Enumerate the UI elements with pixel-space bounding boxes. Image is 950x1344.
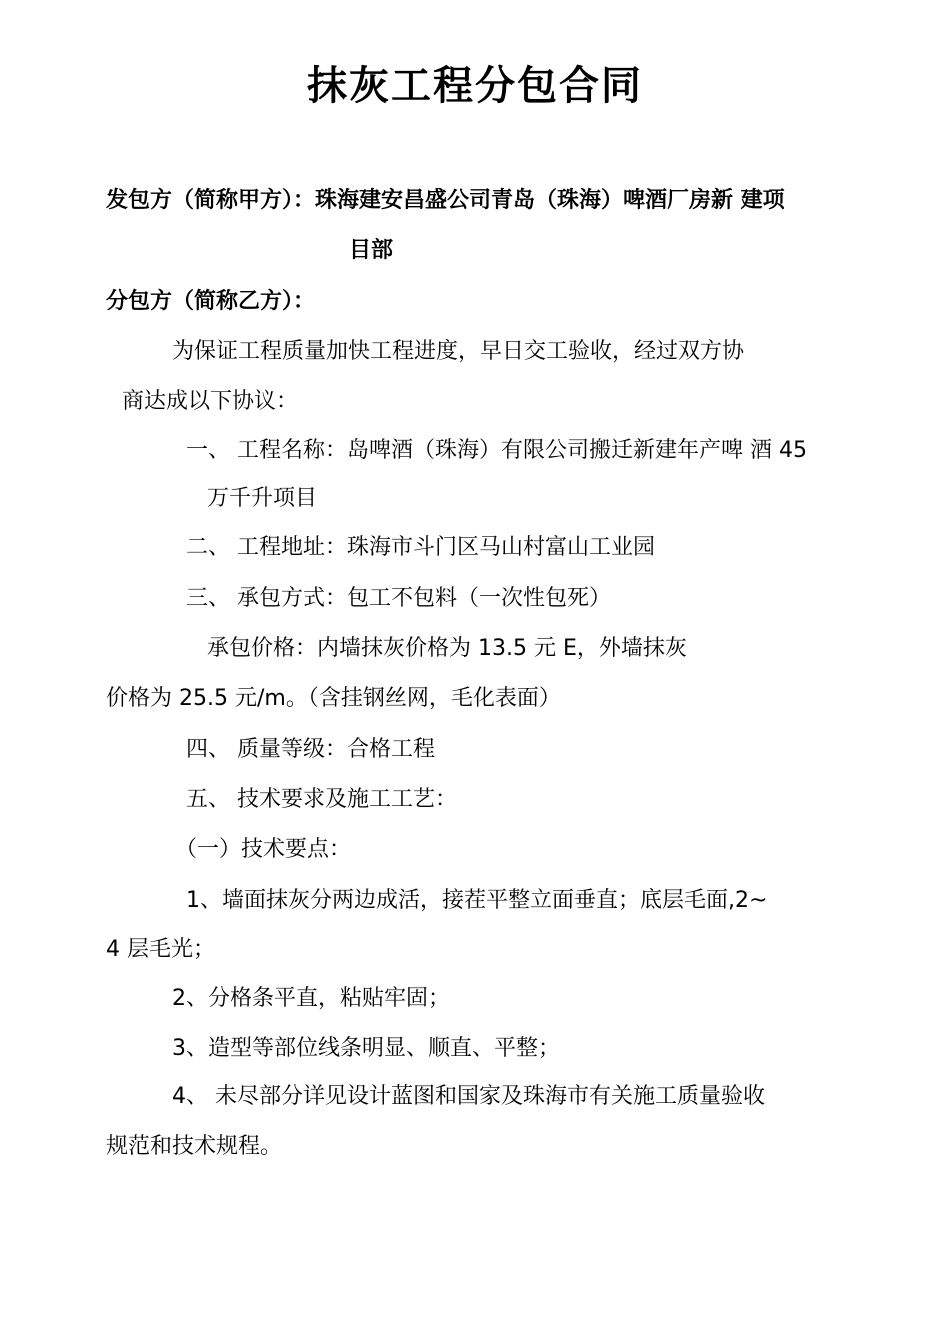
point-2-line: 2、分格条平直，粘贴牢固； bbox=[172, 986, 450, 1011]
sub-section-1: （一）技术要点： bbox=[175, 837, 352, 862]
price-line-1: 承包价格：内墙抹灰价格为 13.5 元 E，外墙抹灰 bbox=[207, 636, 687, 661]
point-1-line-1: 1、墙面抹灰分两边成活，接茬平整立面垂直；底层毛面,2~ bbox=[186, 888, 768, 913]
party-a-line-2: 目部 bbox=[349, 238, 394, 263]
point-1-line-2: 4 层毛光； bbox=[106, 937, 215, 962]
party-b-line: 分包方（简称乙方）： bbox=[106, 289, 316, 314]
item-3-line: 三、 承包方式：包工不包料（一次性包死） bbox=[186, 586, 611, 611]
item-1-line-2: 万千升项目 bbox=[207, 486, 318, 511]
item-5-line: 五、 技术要求及施工工艺： bbox=[186, 787, 457, 812]
point-3-line: 3、造型等部位线条明显、顺直、平整； bbox=[172, 1036, 560, 1061]
point-4-line-2: 规范和技术规程。 bbox=[106, 1134, 283, 1159]
item-4-line: 四、 质量等级：合格工程 bbox=[186, 737, 435, 762]
item-1-line-1: 一、 工程名称：岛啤酒（珠海）有限公司搬迁新建年产啤 酒 45 bbox=[186, 438, 807, 463]
intro-line-2: 商达成以下协议： bbox=[122, 389, 299, 414]
intro-line-1: 为保证工程质量加快工程进度，早日交工验收，经过双方协 bbox=[172, 339, 745, 364]
party-a-line-1: 发包方（简称甲方）：珠海建安昌盛公司青岛（珠海）啤酒厂房新 建项 bbox=[106, 188, 785, 213]
price-line-2: 价格为 25.5 元/m。（含挂钢丝网，毛化表面） bbox=[106, 686, 561, 711]
point-4-line-1: 4、 未尽部分详见设计蓝图和国家及珠海市有关施工质量验收 bbox=[172, 1084, 765, 1109]
item-2-line: 二、 工程地址：珠海市斗门区马山村富山工业园 bbox=[186, 535, 655, 560]
document-title: 抹灰工程分包合同 bbox=[307, 63, 643, 109]
